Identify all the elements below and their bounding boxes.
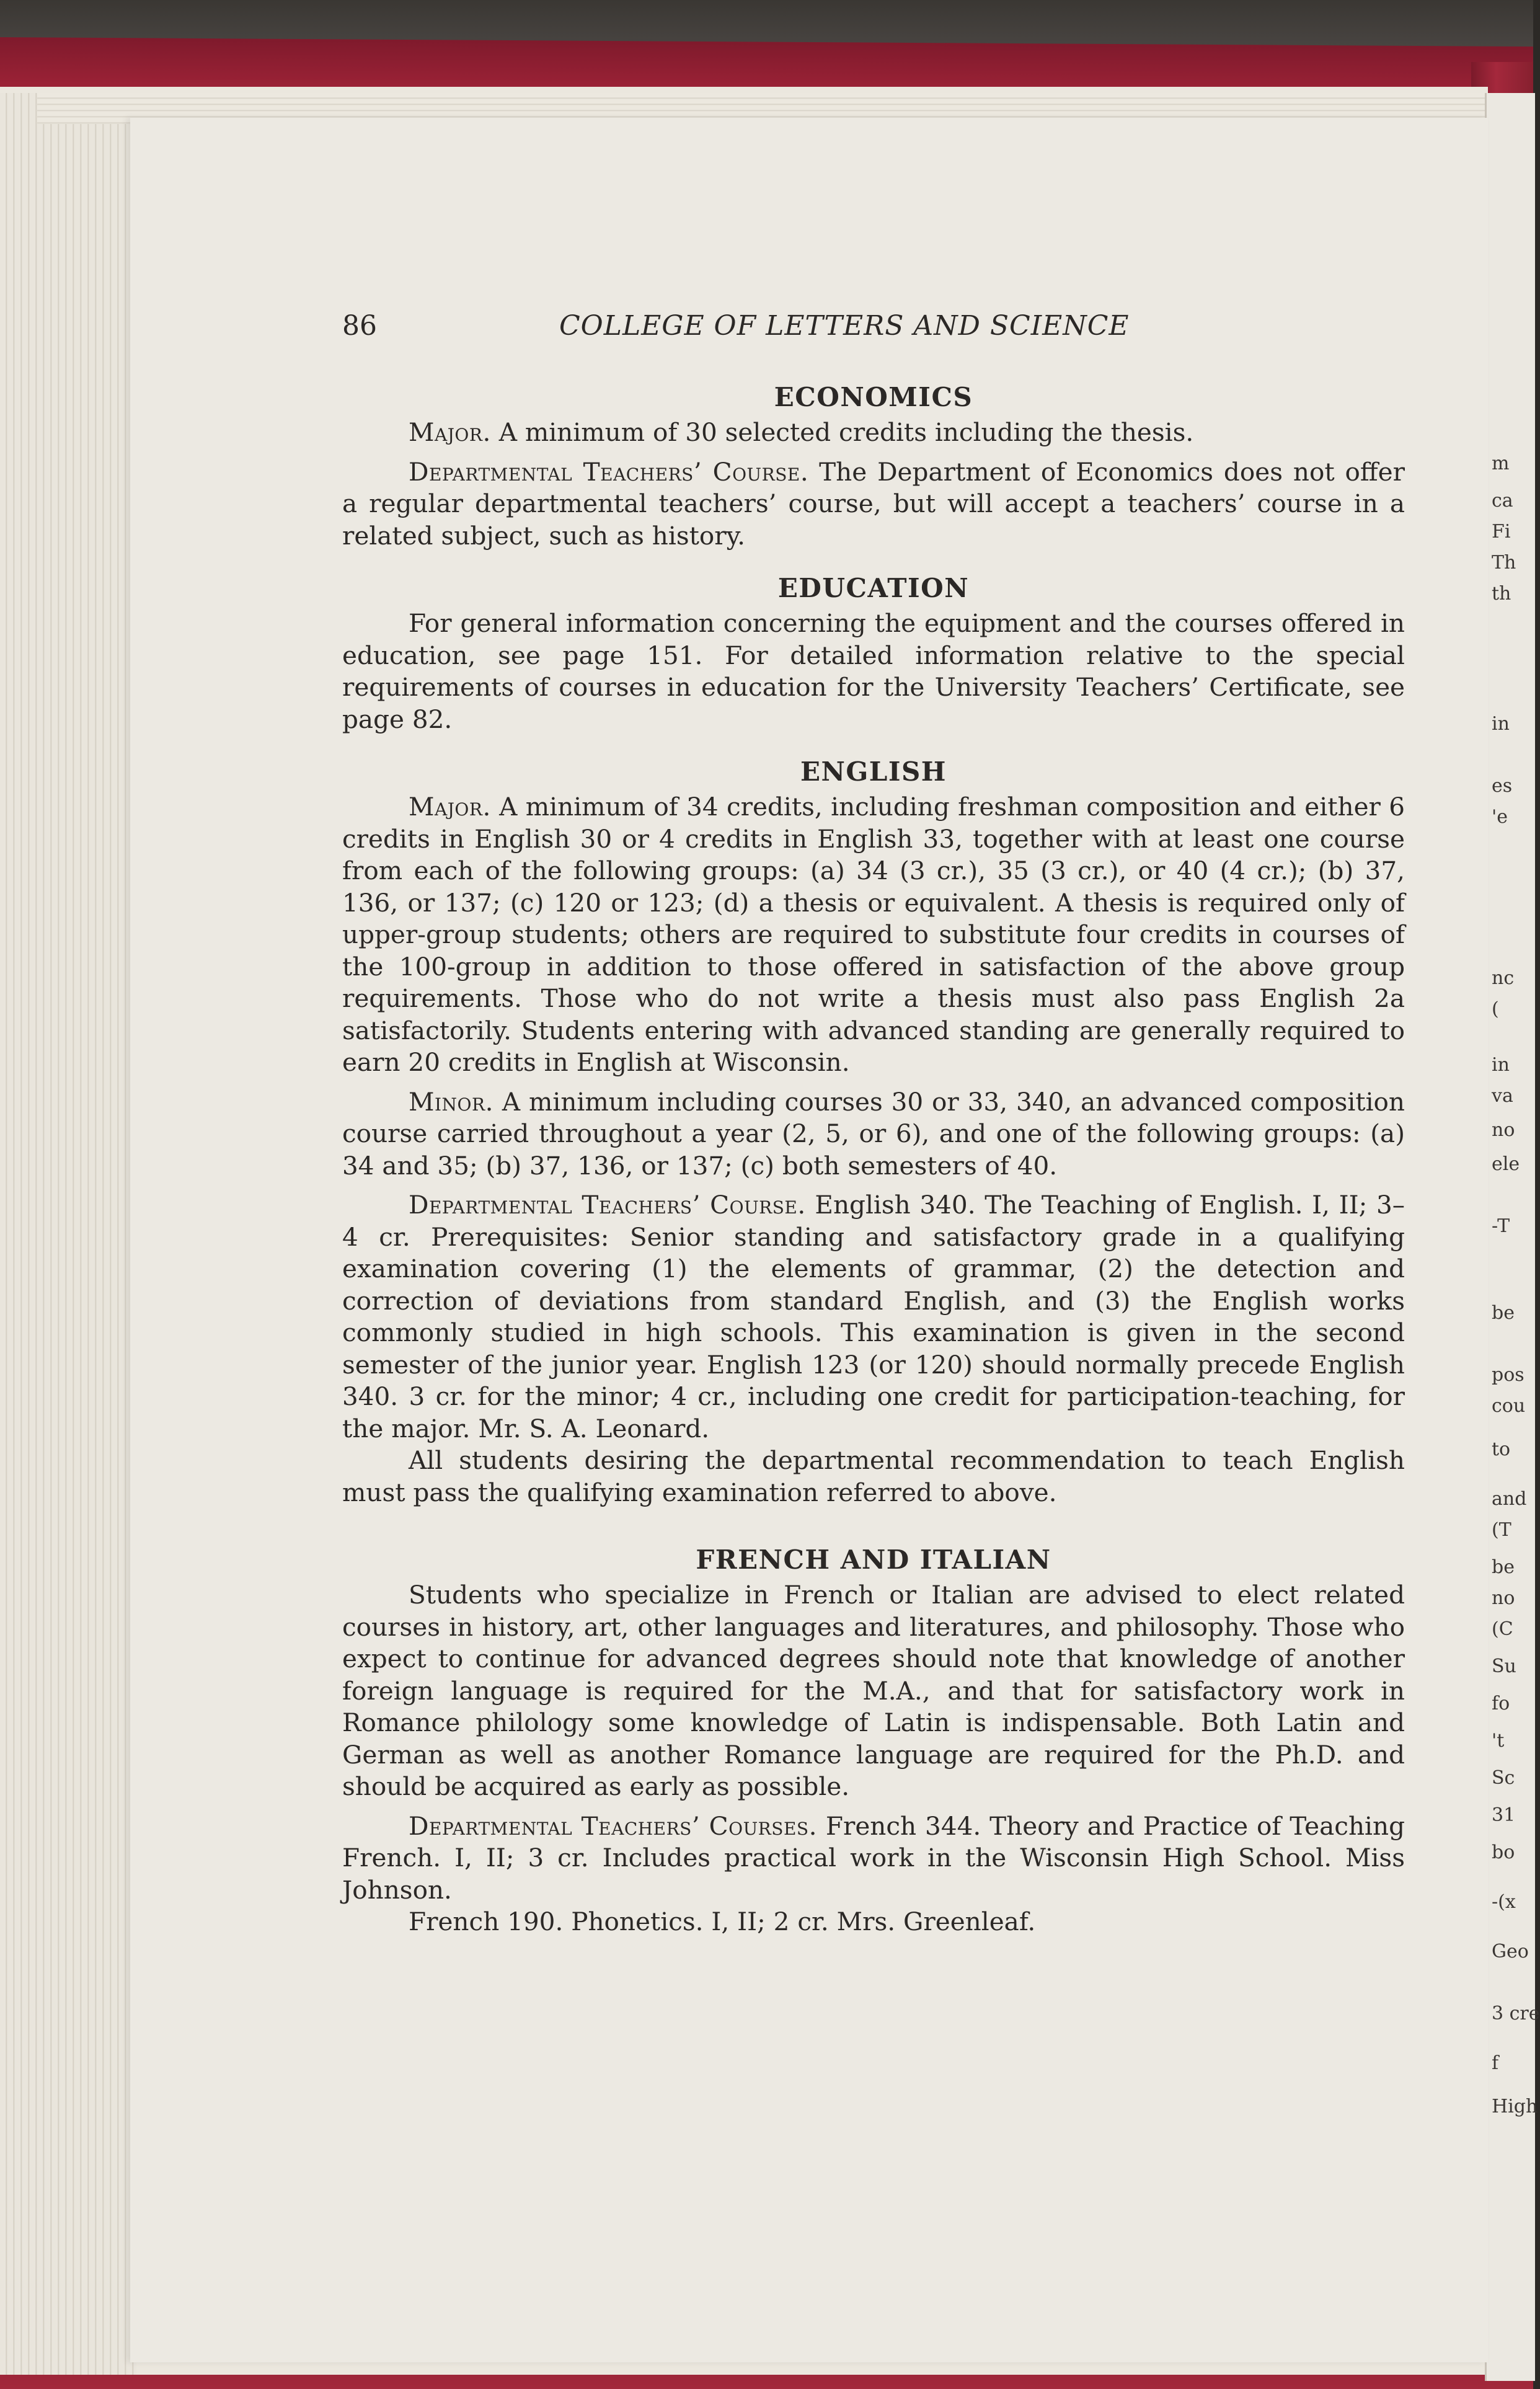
economics-teachers-label: Departmental Teachers’ Course. [409, 456, 809, 487]
english-teachers-text: English 340. The Teaching of English. I, II; 3–4 cr. Prerequisites: Senior standing and satisfactory grade in a qualifying examination covering (1) the elements of grammar, (2) the detection and correction of deviations from standard English, and (3) the English works commonly studied in high schools. This examination is given in the second semester of the junior year. English 123 (or 120) should normally precede English 340. 3 cr. for the minor; 4 cr., including one credit for participation-teaching, for the major. Mr. S. A. Leonard. [342, 1190, 1405, 1443]
economics-major-text: A minimum of 30 selected credits including the thesis. [490, 417, 1194, 447]
education-paragraph: For general information concerning the equipment and the courses offered in education, see page 151. For detailed information relative to the special requirements of courses in education for the University Teachers’ Certificate, see page 82. [342, 608, 1405, 734]
spacer [342, 1803, 1405, 1811]
facing-fragment: -T [1492, 1215, 1510, 1237]
english-recommendation-paragraph: All students desiring the departmental recommendation to teach English must pass the qualifying examination referred to above. [342, 1445, 1405, 1507]
facing-fragment: and [1492, 1488, 1527, 1510]
spacer [342, 735, 1405, 753]
facing-fragment: -(x [1492, 1891, 1516, 1913]
facing-fragment: Fi [1492, 521, 1511, 543]
facing-fragment: be [1492, 1556, 1515, 1578]
facing-fragment: f [1492, 2052, 1499, 2074]
facing-fragment: Geo [1492, 1941, 1529, 1962]
french-phonetics-paragraph: French 190. Phonetics. I, II; 2 cr. Mrs. Greenleaf. [409, 1907, 1036, 1936]
english-major-paragraph [342, 791, 1405, 1079]
english-minor-label: Minor. [409, 1086, 493, 1117]
english-teachers-label: Departmental Teachers’ Course. [409, 1190, 806, 1220]
economics-teachers-text: The Department of Economics does not offer a regular departmental teachers’ course, but will accept a teachers’ course in a related subject, such as history. [342, 456, 1405, 551]
facing-page-edge [1485, 93, 1540, 2381]
english-major-label: Major. [409, 792, 491, 822]
page-content [342, 378, 1405, 1938]
facing-fragment: 'e [1492, 806, 1508, 828]
running-head [342, 310, 1192, 347]
facing-fragment: 't [1492, 1730, 1505, 1752]
spacer [342, 449, 1405, 456]
facing-fragment: va [1492, 1085, 1513, 1107]
french-teachers-text: French 344. Theory and Practice of Teaching French. I, II; 3 cr. Includes practical work in the Wisconsin High School. Miss Johnson. [342, 1811, 1405, 1905]
french-teachers-paragraph [342, 1811, 1405, 1907]
facing-fragment: ca [1492, 490, 1513, 512]
facing-fragment: 31 [1492, 1804, 1516, 1826]
section-heading-economics: ECONOMICS [774, 382, 973, 412]
economics-major-paragraph [342, 417, 1405, 449]
facing-fragment: Th [1492, 552, 1516, 574]
section-heading-english: ENGLISH [800, 756, 947, 787]
facing-fragment: in [1492, 1054, 1510, 1076]
facing-fragment: cou [1492, 1395, 1526, 1417]
spacer [342, 552, 1405, 569]
section-heading-education: EDUCATION [777, 573, 970, 603]
english-teachers-paragraph [342, 1189, 1405, 1445]
facing-fragment: be [1492, 1302, 1515, 1324]
spacer [342, 1182, 1405, 1189]
facing-fragment: bo [1492, 1842, 1515, 1863]
english-minor-text: A minimum including courses 30 or 33, 340, an advanced composition course carried throughout a year (2, 5, or 6), and one of the following groups: (a) 34 and 35; (b) 37, 136, or 137; (c) both semesters of 40. [342, 1086, 1405, 1181]
facing-fragment: pos [1492, 1364, 1525, 1386]
facing-fragment: Su [1492, 1655, 1516, 1677]
facing-fragment: no [1492, 1119, 1515, 1141]
spacer [342, 1079, 1405, 1086]
english-minor-paragraph [342, 1086, 1405, 1182]
page-stack-edges [0, 93, 136, 2375]
facing-fragment: th [1492, 583, 1511, 605]
facing-fragment: m [1492, 453, 1510, 474]
facing-fragment: es [1492, 775, 1513, 797]
facing-fragment: 3 cre [1492, 2003, 1540, 2024]
facing-fragment: in [1492, 713, 1510, 735]
facing-fragment: fo [1492, 1693, 1510, 1714]
english-major-text: A minimum of 34 credits, including freshman composition and either 6 credits in English 30 or 4 credits in English 33, together with at least one course from each of the following groups: (a) 34 (3 cr.), 35 (3 cr.), or 40 (4 cr.); (b) 37, 136, or 137; (c) 120 or 123; (d) a thesis or equivalent. A thesis is required only of upper-group students; others are required to substitute four credits in courses of the 100-group in addition to those offered in satisfaction of the above group requirements. Those who do not write a thesis must also pass English 2a satisfactorily. Students entering with advanced standing are generally required to earn 20 credits in English at Wisconsin. [342, 792, 1405, 1077]
french-teachers-label: Departmental Teachers’ Courses. [409, 1811, 817, 1841]
facing-fragment: (T [1492, 1519, 1511, 1541]
page-number: 86 [342, 310, 377, 342]
economics-teachers-paragraph [342, 456, 1405, 552]
facing-fragment: no [1492, 1587, 1515, 1609]
facing-fragment: High [1492, 2096, 1538, 2117]
facing-fragment: ele [1492, 1153, 1520, 1175]
running-title: COLLEGE OF LETTERS AND SCIENCE [559, 310, 1130, 342]
economics-major-label: Major. [409, 417, 491, 447]
facing-fragment: ( [1492, 998, 1499, 1020]
facing-fragment: Sc [1492, 1767, 1515, 1789]
facing-fragment: (C [1492, 1618, 1513, 1640]
facing-fragment: to [1492, 1438, 1511, 1460]
french-italian-paragraph: Students who specialize in French or Italian are advised to elect related courses in history, art, other languages and literatures, and philosophy. Those who expect to continue for advanced degrees should note that knowledge of another foreign language is required for the M.A., and that for satisfactory work in Romance philology some knowledge of Latin is indispensable. Both Latin and German as well as another Romance language are required for the Ph.D. and should be acquired as early as possible. [342, 1580, 1405, 1801]
spacer [342, 1509, 1405, 1541]
facing-fragment: nc [1492, 967, 1515, 989]
section-heading-french-italian: FRENCH AND ITALIAN [696, 1545, 1051, 1575]
